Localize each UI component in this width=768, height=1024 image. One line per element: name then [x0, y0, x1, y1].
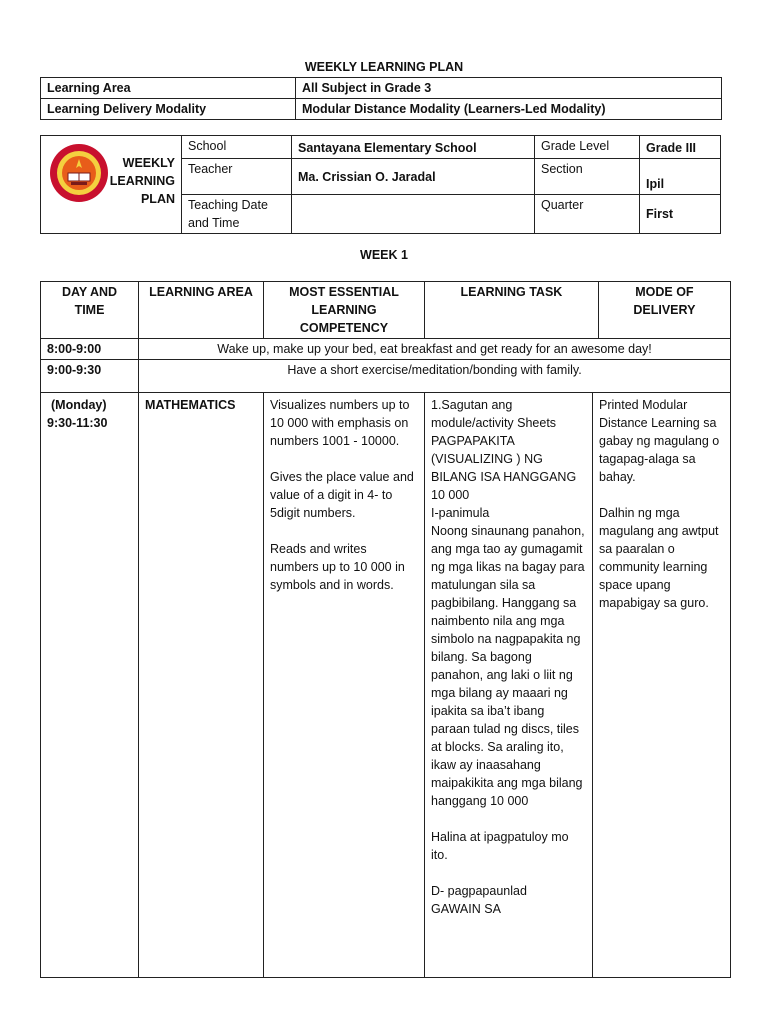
section-value: Ipil — [640, 159, 721, 195]
row1-activity: Wake up, make up your bed, eat breakfast and get ready for an awesome day! — [139, 339, 731, 360]
weekly-learning-plan-label: WEEKLY LEARNING PLAN — [109, 156, 175, 206]
info-row-modality — [41, 99, 722, 120]
learning-area-label: Learning Area — [41, 78, 296, 99]
col-mode-delivery: MODE OF DELIVERY — [598, 282, 730, 339]
col-learning-area: LEARNING AREA — [139, 282, 264, 339]
col-day-time: DAY AND TIME — [41, 282, 139, 339]
table-row — [41, 339, 731, 360]
row1-time: 8:00-9:00 — [41, 339, 139, 360]
row3-learning-task: 1.Sagutan ang module/activity Sheets PAGPAPAKITA (VISUALIZING ) NG BILANG ISA HANGGANG 10 000 I-panimula Noong sinaunang panahon, ang mga tao ay gumagamit ng mga likas na bagay para matulungan sila sa pagbibilang. Hanggang sa naimbento nila ang mga simbolo na nagpapakita ng bilang. Sa bagong panahon, ang laki o liit ng mga bilang ay maaari ng ipakita sa iba’t ibang paraan tulad ng discs, tiles at blocks. Sa araling ito, ikaw ay inaasahang maipakikita ang mga bilang hanggang 10 000 Halina at ipagpatuloy mo ito. D- pagpapaunlad GAWAIN SA — [425, 393, 593, 978]
info-table — [40, 77, 722, 120]
col-learning-task: LEARNING TASK — [425, 282, 599, 339]
school-seal-logo — [49, 143, 109, 203]
header-table — [40, 135, 721, 234]
row2-time: 9:00-9:30 — [41, 360, 139, 393]
logo-cell — [41, 136, 182, 234]
learning-area-value: All Subject in Grade 3 — [296, 78, 722, 99]
modality-value: Modular Distance Modality (Learners-Led Modality) — [296, 99, 722, 120]
row3-mode-delivery: Printed Modular Distance Learning sa gabay ng magulang o tagapag-alaga sa bahay. Dalhin ng mga magulang ang awtput sa paaralan o community learning space upang mapabigay sa guro. — [593, 393, 731, 978]
row3-learning-area: MATHEMATICS — [139, 393, 264, 978]
teaching-date-label: Teaching Date and Time — [182, 195, 292, 234]
info-row-learning-area — [41, 78, 722, 99]
table-row — [41, 393, 731, 978]
quarter-value: First — [640, 195, 721, 234]
quarter-label: Quarter — [535, 195, 640, 234]
row2-activity: Have a short exercise/meditation/bonding with family. — [139, 360, 731, 393]
teaching-date-value — [292, 195, 535, 234]
section-label: Section — [535, 159, 640, 195]
plan-header-row — [41, 282, 731, 339]
week-label: WEEK 1 — [360, 248, 408, 262]
row3-competency: Visualizes numbers up to 10 000 with emphasis on numbers 1001 - 10000. Gives the place value and value of a digit in 4- to 5digit numbers. Reads and writes numbers up to 10 000 in symbols and in words. — [264, 393, 425, 978]
grade-level-value: Grade III — [640, 136, 721, 159]
table-row — [41, 360, 731, 393]
school-value: Santayana Elementary School — [292, 136, 535, 159]
grade-level-label: Grade Level — [535, 136, 640, 159]
modality-label: Learning Delivery Modality — [41, 99, 296, 120]
page-title: WEEKLY LEARNING PLAN — [304, 60, 464, 74]
teacher-value: Ma. Crissian O. Jaradal — [292, 159, 535, 195]
school-label: School — [182, 136, 292, 159]
teacher-label: Teacher — [182, 159, 292, 195]
row3-day-time: (Monday) 9:30-11:30 — [41, 393, 139, 978]
col-competency: MOST ESSENTIAL LEARNING COMPETENCY — [264, 282, 425, 339]
plan-table — [40, 281, 731, 978]
